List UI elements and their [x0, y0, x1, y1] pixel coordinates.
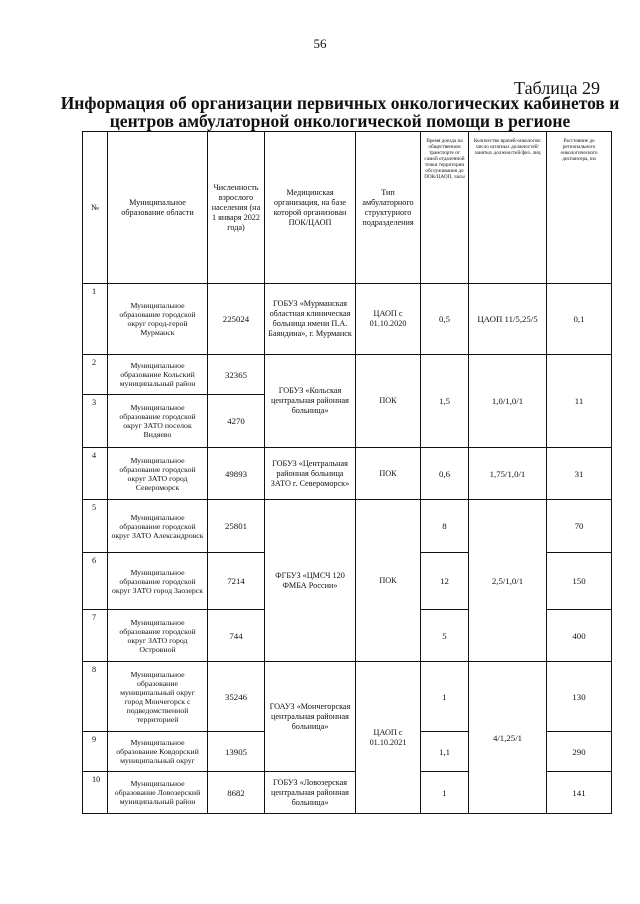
travel-time-cell: 12	[421, 553, 469, 610]
table-row	[83, 662, 612, 732]
municipality-cell: Муниципальное образование Ковдорский муниципальный округ	[108, 732, 208, 772]
municipality-cell: Муниципальное образование городской округ город-герой Мурманск	[108, 284, 208, 355]
population-cell: 4270	[208, 395, 265, 448]
staff-cell: 1,75/1,0/1	[469, 448, 547, 500]
distance-cell: 11	[547, 355, 612, 448]
row-number: 2	[83, 355, 108, 395]
title-line: центров амбулаторной онкологической помощи в регионе	[109, 111, 571, 131]
staff-cell: ЦАОП 11/5,25/5	[469, 284, 547, 355]
travel-time-cell: 0,5	[421, 284, 469, 355]
distance-cell: 150	[547, 553, 612, 610]
population-cell: 744	[208, 610, 265, 662]
organization-cell: ГОАУЗ «Мончегорская центральная районная больница»	[265, 662, 356, 772]
type-cell: ЦАОП с 01.10.2021	[356, 662, 421, 814]
population-cell: 25801	[208, 500, 265, 553]
header-distance: Расстояние до регионального онкологического диспансера, км	[547, 132, 612, 284]
travel-time-cell: 8	[421, 500, 469, 553]
municipality-cell: Муниципальное образование городской округ ЗАТО город Островной	[108, 610, 208, 662]
population-cell: 49893	[208, 448, 265, 500]
type-cell: ЦАОП с 01.10.2020	[356, 284, 421, 355]
distance-cell: 130	[547, 662, 612, 732]
municipality-cell: Муниципальное образование городской округ ЗАТО город Заозерск	[108, 553, 208, 610]
travel-time-cell: 0,6	[421, 448, 469, 500]
population-cell: 35246	[208, 662, 265, 732]
staff-cell: 2,5/1,0/1	[469, 500, 547, 662]
travel-time-cell: 1	[421, 662, 469, 732]
header-organization: Медицинская организация, на базе которой организован ПОК/ЦАОП	[265, 132, 356, 284]
distance-cell: 400	[547, 610, 612, 662]
header-staff: Количество врачей-онкологов: число штатных должностей/занятых должностей/физ. лиц	[469, 132, 547, 284]
staff-cell: 4/1,25/1	[469, 662, 547, 814]
row-number: 4	[83, 448, 108, 500]
table-row	[83, 448, 612, 500]
municipality-cell: Муниципальное образование Кольский муниципальный район	[108, 355, 208, 395]
distance-cell: 70	[547, 500, 612, 553]
population-cell: 7214	[208, 553, 265, 610]
travel-time-cell: 1,5	[421, 355, 469, 448]
municipality-cell: Муниципальное образование Ловозерский муниципальный район	[108, 772, 208, 814]
table-row	[83, 355, 612, 395]
municipality-cell: Муниципальное образование муниципальный округ город Мончегорск с подведомственной территорией	[108, 662, 208, 732]
population-cell: 13905	[208, 732, 265, 772]
table-number: Таблица 29	[514, 78, 600, 98]
title-line: Информация об организации первичных онкологических кабинетов и	[60, 93, 620, 113]
population-cell: 8682	[208, 772, 265, 814]
row-number: 8	[83, 662, 108, 732]
oncology-table	[82, 131, 612, 814]
row-number: 6	[83, 553, 108, 610]
staff-cell: 1,0/1,0/1	[469, 355, 547, 448]
row-number: 3	[83, 395, 108, 448]
type-cell: ПОК	[356, 500, 421, 662]
row-number: 5	[83, 500, 108, 553]
population-cell: 32365	[208, 355, 265, 395]
row-number: 9	[83, 732, 108, 772]
type-cell: ПОК	[356, 448, 421, 500]
organization-cell: ФГБУЗ «ЦМСЧ 120 ФМБА России»	[265, 500, 356, 662]
distance-cell: 290	[547, 732, 612, 772]
table-title	[60, 94, 620, 130]
header-row	[83, 132, 612, 284]
travel-time-cell: 1,1	[421, 732, 469, 772]
type-cell: ПОК	[356, 355, 421, 448]
municipality-cell: Муниципальное образование городской округ ЗАТО Александровск	[108, 500, 208, 553]
organization-cell: ГОБУЗ «Кольская центральная районная больница»	[265, 355, 356, 448]
row-number: 1	[83, 284, 108, 355]
header-population: Численность взрослого населения (на 1 января 2022 года)	[208, 132, 265, 284]
distance-cell: 31	[547, 448, 612, 500]
table-row	[83, 500, 612, 553]
page-number: 56	[313, 36, 327, 51]
header-municipality: Муниципальное образование области	[108, 132, 208, 284]
travel-time-cell: 5	[421, 610, 469, 662]
header-num: №	[83, 132, 108, 284]
organization-cell: ГОБУЗ «Ловозерская центральная районная больница»	[265, 772, 356, 814]
travel-time-cell: 1	[421, 772, 469, 814]
organization-cell: ГОБУЗ «Центральная районная больница ЗАТО г. Североморск»	[265, 448, 356, 500]
distance-cell: 0,1	[547, 284, 612, 355]
header-travel-time: Время доезда на общественном транспорте от самой отдаленной точки территории обслуживания до ПОК/ЦАОП, часы	[421, 132, 469, 284]
table-row	[83, 284, 612, 355]
distance-cell: 141	[547, 772, 612, 814]
header-type: Тип амбулаторного структурного подразделения	[356, 132, 421, 284]
row-number: 7	[83, 610, 108, 662]
organization-cell: ГОБУЗ «Мурманская областная клиническая больница имени П.А. Баяндина», г. Мурманск	[265, 284, 356, 355]
population-cell: 225024	[208, 284, 265, 355]
municipality-cell: Муниципальное образование городской округ ЗАТО поселок Видяево	[108, 395, 208, 448]
row-number: 10	[83, 772, 108, 814]
municipality-cell: Муниципальное образование городской округ ЗАТО город Североморск	[108, 448, 208, 500]
